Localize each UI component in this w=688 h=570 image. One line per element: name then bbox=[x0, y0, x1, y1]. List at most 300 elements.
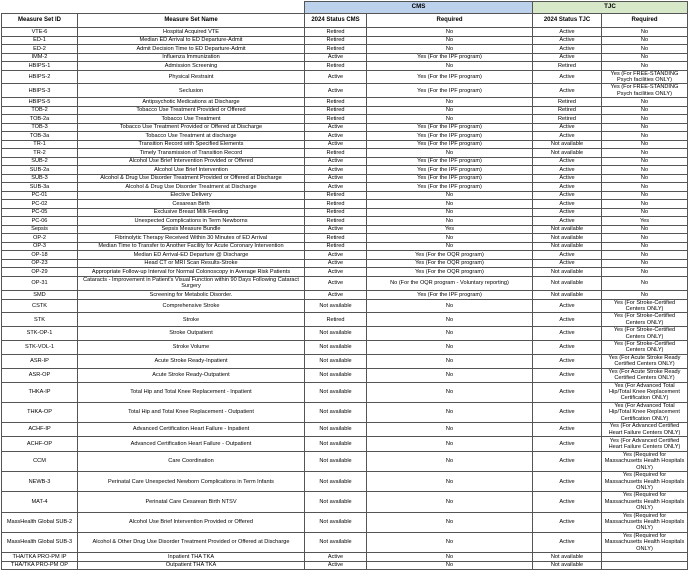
cell-required-tjc: No bbox=[602, 62, 688, 71]
cell-measure-set-name: Stroke Outpatient bbox=[78, 327, 305, 341]
cell-measure-set-id: Sepsis bbox=[2, 225, 78, 234]
cell-required-tjc: Yes (For Stroke-Certified Centers ONLY) bbox=[602, 327, 688, 341]
cell-status-cms: Not available bbox=[305, 402, 367, 422]
cell-status-tjc: Active bbox=[533, 123, 602, 132]
cell-required-cms: No bbox=[367, 62, 533, 71]
cell-required-cms: Yes (For the IPF program) bbox=[367, 53, 533, 62]
cell-measure-set-id: PC-01 bbox=[2, 191, 78, 200]
cell-status-tjc: Not available bbox=[533, 225, 602, 234]
cell-required-tjc: No bbox=[602, 45, 688, 54]
table-row bbox=[2, 561, 688, 570]
cell-required-tjc: Yes (For Stroke-Certified Centers ONLY) bbox=[602, 313, 688, 327]
cell-status-cms: Retired bbox=[305, 62, 367, 71]
cell-status-cms: Retired bbox=[305, 45, 367, 54]
cell-required-tjc: Yes (For Acute Stroke Ready Certified Centers ONLY) bbox=[602, 354, 688, 368]
cell-measure-set-id: TR-2 bbox=[2, 149, 78, 158]
cell-measure-set-name: Perinatal Care Cesarean Birth NTSV bbox=[78, 492, 305, 512]
cell-required-tjc: No bbox=[602, 132, 688, 141]
cell-status-tjc: Active bbox=[533, 157, 602, 166]
table-row bbox=[2, 553, 688, 562]
cell-status-cms: Active bbox=[305, 276, 367, 291]
cell-measure-set-id: CCM bbox=[2, 451, 78, 471]
cell-measure-set-id: THKA-IP bbox=[2, 382, 78, 402]
cell-status-cms: Retired bbox=[305, 242, 367, 251]
cell-measure-set-name: Cesarean Birth bbox=[78, 200, 305, 209]
cell-measure-set-name: Advanced Certification Heart Failure - Inpatient bbox=[78, 422, 305, 437]
cell-required-cms: No bbox=[367, 402, 533, 422]
cell-required-tjc: No bbox=[602, 183, 688, 192]
cell-status-tjc: Not available bbox=[533, 140, 602, 149]
cell-measure-set-name: Antipsychotic Medications at Discharge bbox=[78, 98, 305, 107]
cell-measure-set-name: Alcohol Use Brief Intervention Provided or Offered bbox=[78, 157, 305, 166]
cell-required-cms: Yes bbox=[367, 225, 533, 234]
table-row bbox=[2, 200, 688, 209]
cell-measure-set-id: STK-VOL-1 bbox=[2, 341, 78, 355]
cell-measure-set-name: Alcohol Use Brief Intervention Provided or Offered bbox=[78, 512, 305, 532]
cell-measure-set-name: Tobacco Use Treatment at discharge bbox=[78, 132, 305, 141]
cell-measure-set-id: THKA-OP bbox=[2, 402, 78, 422]
column-header-required-cms: Required bbox=[367, 14, 533, 28]
group-header-row bbox=[2, 2, 688, 14]
cell-required-tjc: No bbox=[602, 98, 688, 107]
cell-status-tjc: Active bbox=[533, 512, 602, 532]
cell-measure-set-id: MassHealth Global SUB-2 bbox=[2, 512, 78, 532]
cell-required-cms: Yes (For the IPF program) bbox=[367, 157, 533, 166]
cell-required-cms: No bbox=[367, 512, 533, 532]
table-row bbox=[2, 28, 688, 37]
cell-required-tjc: Yes (For Advanced Total Hip/Total Knee Replacement Certification ONLY) bbox=[602, 382, 688, 402]
cell-required-cms: No bbox=[367, 106, 533, 115]
cell-required-cms: Yes (For the OQR program) bbox=[367, 251, 533, 260]
cell-measure-set-id: OP-3 bbox=[2, 242, 78, 251]
cell-required-cms: Yes (For the IPF program) bbox=[367, 123, 533, 132]
cell-required-cms: No bbox=[367, 354, 533, 368]
cell-required-tjc: Yes (For Acute Stroke Ready Certified Centers ONLY) bbox=[602, 368, 688, 382]
table-row bbox=[2, 437, 688, 452]
column-header-status-tjc: 2024 Status TJC bbox=[533, 14, 602, 28]
table-row bbox=[2, 532, 688, 552]
cell-status-cms: Active bbox=[305, 268, 367, 277]
table-row bbox=[2, 268, 688, 277]
cell-required-cms: No bbox=[367, 200, 533, 209]
cell-status-cms: Retired bbox=[305, 98, 367, 107]
cell-required-cms: No bbox=[367, 532, 533, 552]
cell-required-tjc: No bbox=[602, 268, 688, 277]
cell-required-cms: No (For the OQR program - Voluntary reporting) bbox=[367, 276, 533, 291]
cell-measure-set-id: IMM-2 bbox=[2, 53, 78, 62]
cell-measure-set-name: Appropriate Follow-up Interval for Normal Colonoscopy in Average Risk Patients bbox=[78, 268, 305, 277]
cell-measure-set-name: Hospital Acquired VTE bbox=[78, 28, 305, 37]
cell-status-tjc: Retired bbox=[533, 62, 602, 71]
cell-measure-set-id: PC-05 bbox=[2, 208, 78, 217]
table-row bbox=[2, 382, 688, 402]
cell-required-tjc: No bbox=[602, 200, 688, 209]
measures-table bbox=[1, 1, 688, 570]
cell-status-tjc: Active bbox=[533, 132, 602, 141]
cell-measure-set-name: Care Coordination bbox=[78, 451, 305, 471]
cell-status-tjc: Active bbox=[533, 368, 602, 382]
table-body bbox=[2, 28, 688, 570]
cell-required-tjc: No bbox=[602, 149, 688, 158]
table-row bbox=[2, 422, 688, 437]
cell-required-tjc: No bbox=[602, 291, 688, 300]
cell-measure-set-id: ACHF-IP bbox=[2, 422, 78, 437]
cell-measure-set-id: STK-OP-1 bbox=[2, 327, 78, 341]
cell-required-tjc bbox=[602, 553, 688, 562]
cell-measure-set-id: TOB-3 bbox=[2, 123, 78, 132]
table-row bbox=[2, 53, 688, 62]
cell-required-cms: Yes (For the IPF program) bbox=[367, 70, 533, 84]
cell-measure-set-name: Seclusion bbox=[78, 84, 305, 98]
cell-required-cms: No bbox=[367, 36, 533, 45]
cell-status-cms: Active bbox=[305, 84, 367, 98]
cell-required-cms: No bbox=[367, 98, 533, 107]
cell-status-cms: Not available bbox=[305, 532, 367, 552]
cell-required-cms: No bbox=[367, 234, 533, 243]
cell-measure-set-name: Physical Restraint bbox=[78, 70, 305, 84]
cell-measure-set-name: Median ED Arrival-ED Departure @ Discharge bbox=[78, 251, 305, 260]
cell-status-cms: Active bbox=[305, 251, 367, 260]
cell-status-cms: Active bbox=[305, 166, 367, 175]
cell-measure-set-id: THA/TKA PRO-PM IP bbox=[2, 553, 78, 562]
cell-required-tjc: No bbox=[602, 208, 688, 217]
cell-required-tjc: No bbox=[602, 115, 688, 124]
cell-status-tjc: Active bbox=[533, 84, 602, 98]
cell-status-cms: Active bbox=[305, 174, 367, 183]
cell-status-tjc: Active bbox=[533, 251, 602, 260]
cell-measure-set-name: Timely Transmission of Transition Record bbox=[78, 149, 305, 158]
cell-measure-set-name: Median Time to Transfer to Another Facility for Acute Coronary Intervention bbox=[78, 242, 305, 251]
cell-required-cms: Yes (For the IPF program) bbox=[367, 166, 533, 175]
cell-required-cms: Yes (For the IPF program) bbox=[367, 174, 533, 183]
cell-status-tjc: Active bbox=[533, 259, 602, 268]
cell-measure-set-id: OP-31 bbox=[2, 276, 78, 291]
cell-status-tjc: Active bbox=[533, 451, 602, 471]
cell-status-tjc: Active bbox=[533, 472, 602, 492]
cell-required-cms: Yes (For the IPF program) bbox=[367, 84, 533, 98]
cell-status-cms: Retired bbox=[305, 208, 367, 217]
cell-status-cms: Active bbox=[305, 140, 367, 149]
table-row bbox=[2, 327, 688, 341]
table-row bbox=[2, 299, 688, 313]
cell-measure-set-id: OP-2 bbox=[2, 234, 78, 243]
cell-required-cms: Yes (For the IPF program) bbox=[367, 291, 533, 300]
table-row bbox=[2, 492, 688, 512]
cell-required-tjc: No bbox=[602, 225, 688, 234]
table-row bbox=[2, 217, 688, 226]
table-row bbox=[2, 36, 688, 45]
cell-measure-set-id: HBIPS-5 bbox=[2, 98, 78, 107]
cell-required-cms: Yes (For the IPF program) bbox=[367, 183, 533, 192]
cell-status-tjc: Active bbox=[533, 191, 602, 200]
cell-status-tjc: Not available bbox=[533, 234, 602, 243]
table-row bbox=[2, 276, 688, 291]
cell-required-cms: No bbox=[367, 149, 533, 158]
cell-status-tjc: Not available bbox=[533, 553, 602, 562]
cell-measure-set-name: Head CT or MRI Scan Results-Stroke bbox=[78, 259, 305, 268]
cell-status-cms: Retired bbox=[305, 191, 367, 200]
cell-required-tjc: Yes (For Stroke-Certified Centers ONLY) bbox=[602, 299, 688, 313]
table-row bbox=[2, 106, 688, 115]
cell-status-cms: Active bbox=[305, 132, 367, 141]
cell-measure-set-name: Transition Record with Specified Elements bbox=[78, 140, 305, 149]
cell-measure-set-name: Alcohol & Drug Use Disorder Treatment at Discharge bbox=[78, 183, 305, 192]
cell-status-cms: Retired bbox=[305, 115, 367, 124]
table-row bbox=[2, 132, 688, 141]
table-row bbox=[2, 123, 688, 132]
cell-measure-set-id: SUB-3a bbox=[2, 183, 78, 192]
cell-status-tjc: Active bbox=[533, 532, 602, 552]
cell-status-cms: Retired bbox=[305, 149, 367, 158]
table-row bbox=[2, 472, 688, 492]
cell-status-cms: Not available bbox=[305, 437, 367, 452]
cell-status-cms: Retired bbox=[305, 217, 367, 226]
cell-required-tjc: Yes (Required for Massachusetts Health Hospitals ONLY) bbox=[602, 472, 688, 492]
table-row bbox=[2, 341, 688, 355]
cell-status-tjc: Active bbox=[533, 217, 602, 226]
cell-status-cms: Active bbox=[305, 259, 367, 268]
cell-required-tjc: Yes (Required for Massachusetts Health Hospitals ONLY) bbox=[602, 451, 688, 471]
cell-status-tjc: Retired bbox=[533, 106, 602, 115]
cell-measure-set-name: Alcohol & Other Drug Use Disorder Treatment Provided or Offered at Discharge bbox=[78, 532, 305, 552]
column-header-measure-set-id: Measure Set ID bbox=[2, 14, 78, 28]
cell-required-tjc: Yes (For Advanced Total Hip/Total Knee Replacement Certification ONLY) bbox=[602, 402, 688, 422]
cell-measure-set-id: TOB-3a bbox=[2, 132, 78, 141]
cell-required-tjc: Yes (Required for Massachusetts Health Hospitals ONLY) bbox=[602, 512, 688, 532]
cell-required-cms: No bbox=[367, 472, 533, 492]
cell-required-tjc: No bbox=[602, 53, 688, 62]
cell-required-cms: No bbox=[367, 341, 533, 355]
table-row bbox=[2, 251, 688, 260]
cell-measure-set-name: Outpatient THA TKA bbox=[78, 561, 305, 570]
cell-required-tjc: Yes bbox=[602, 217, 688, 226]
cell-status-tjc: Active bbox=[533, 402, 602, 422]
cell-required-tjc: No bbox=[602, 140, 688, 149]
cell-required-tjc: Yes (Required for Massachusetts Health Hospitals ONLY) bbox=[602, 492, 688, 512]
cell-status-tjc: Active bbox=[533, 183, 602, 192]
cell-required-cms: No bbox=[367, 115, 533, 124]
cell-required-cms: Yes (For the OQR program) bbox=[367, 268, 533, 277]
cell-measure-set-id: THA/TKA PRO-PM OP bbox=[2, 561, 78, 570]
cell-required-cms: No bbox=[367, 368, 533, 382]
cell-measure-set-name: Acute Stroke Ready-Inpatient bbox=[78, 354, 305, 368]
cell-measure-set-id: ASR-IP bbox=[2, 354, 78, 368]
cell-measure-set-id: ASR-OP bbox=[2, 368, 78, 382]
table-row bbox=[2, 84, 688, 98]
cell-status-cms: Not available bbox=[305, 327, 367, 341]
cell-measure-set-name: Total Hip and Total Knee Replacement - Outpatient bbox=[78, 402, 305, 422]
cell-required-cms: Yes (For the IPF program) bbox=[367, 140, 533, 149]
cell-status-tjc: Active bbox=[533, 45, 602, 54]
cell-measure-set-name: Unexpected Complications in Term Newborns bbox=[78, 217, 305, 226]
cell-required-cms: No bbox=[367, 45, 533, 54]
cell-status-tjc: Active bbox=[533, 36, 602, 45]
cell-measure-set-id: SMD bbox=[2, 291, 78, 300]
cell-required-cms: No bbox=[367, 492, 533, 512]
cell-status-tjc: Active bbox=[533, 437, 602, 452]
table-row bbox=[2, 451, 688, 471]
cell-measure-set-id: ACHF-OP bbox=[2, 437, 78, 452]
cell-status-cms: Retired bbox=[305, 200, 367, 209]
cell-status-tjc: Active bbox=[533, 166, 602, 175]
cell-status-tjc: Retired bbox=[533, 98, 602, 107]
cell-measure-set-id: TOB-2a bbox=[2, 115, 78, 124]
cell-status-cms: Active bbox=[305, 553, 367, 562]
cell-status-tjc: Active bbox=[533, 382, 602, 402]
cell-measure-set-id: SUB-2a bbox=[2, 166, 78, 175]
group-header-blank bbox=[2, 2, 305, 14]
cell-status-cms: Retired bbox=[305, 234, 367, 243]
table-row bbox=[2, 242, 688, 251]
table-row bbox=[2, 313, 688, 327]
cell-status-tjc: Not available bbox=[533, 149, 602, 158]
cell-measure-set-name: Cataracts - Improvement in Patient's Visual Function within 90 Days Following Cataract Surgery bbox=[78, 276, 305, 291]
cell-status-cms: Active bbox=[305, 291, 367, 300]
cell-status-tjc: Active bbox=[533, 208, 602, 217]
cell-measure-set-id: OP-29 bbox=[2, 268, 78, 277]
cell-required-cms: No bbox=[367, 242, 533, 251]
cell-measure-set-name: Sepsis Measure Bundle bbox=[78, 225, 305, 234]
cell-measure-set-name: Comprehensive Stroke bbox=[78, 299, 305, 313]
table-row bbox=[2, 225, 688, 234]
cell-measure-set-id: NEWB-3 bbox=[2, 472, 78, 492]
column-header-required-tjc: Required bbox=[602, 14, 688, 28]
cell-required-cms: No bbox=[367, 553, 533, 562]
cell-status-tjc: Active bbox=[533, 174, 602, 183]
cell-status-tjc: Active bbox=[533, 299, 602, 313]
cell-required-tjc: No bbox=[602, 123, 688, 132]
table-row bbox=[2, 115, 688, 124]
cell-required-tjc: No bbox=[602, 242, 688, 251]
cell-status-tjc: Retired bbox=[533, 115, 602, 124]
cell-measure-set-name: Alcohol & Drug Use Disorder Treatment Provided or Offered at Discharge bbox=[78, 174, 305, 183]
cell-required-tjc: No bbox=[602, 157, 688, 166]
table-row bbox=[2, 234, 688, 243]
cell-required-tjc: Yes (For Advanced Certified Heart Failure Centers ONLY) bbox=[602, 422, 688, 437]
cell-status-cms: Active bbox=[305, 183, 367, 192]
cell-measure-set-id: OP-18 bbox=[2, 251, 78, 260]
cell-required-tjc: Yes (For FREE-STANDING Psych facilities ONLY) bbox=[602, 84, 688, 98]
cell-required-cms: Yes (For the OQR program) bbox=[367, 259, 533, 268]
cell-status-tjc: Active bbox=[533, 28, 602, 37]
table-row bbox=[2, 259, 688, 268]
cell-required-cms: No bbox=[367, 299, 533, 313]
cell-status-cms: Not available bbox=[305, 368, 367, 382]
cell-status-cms: Retired bbox=[305, 106, 367, 115]
cell-status-cms: Active bbox=[305, 70, 367, 84]
cell-measure-set-name: Fibrinolytic Therapy Received Within 30 Minutes of ED Arrival bbox=[78, 234, 305, 243]
column-header-status-cms: 2024 Status CMS bbox=[305, 14, 367, 28]
cell-required-cms: No bbox=[367, 382, 533, 402]
cell-required-tjc: No bbox=[602, 174, 688, 183]
cell-measure-set-name: Screening for Metabolic Disorder. bbox=[78, 291, 305, 300]
table-row bbox=[2, 62, 688, 71]
cell-required-cms: No bbox=[367, 451, 533, 471]
cell-required-cms: No bbox=[367, 191, 533, 200]
cell-status-cms: Active bbox=[305, 123, 367, 132]
cell-required-cms: No bbox=[367, 217, 533, 226]
cell-status-tjc: Active bbox=[533, 70, 602, 84]
cell-status-cms: Not available bbox=[305, 422, 367, 437]
cell-measure-set-name: Tobacco Use Treatment Provided or Offered at Discharge bbox=[78, 123, 305, 132]
cell-status-cms: Not available bbox=[305, 512, 367, 532]
cell-required-cms: No bbox=[367, 437, 533, 452]
cell-measure-set-id: OP-23 bbox=[2, 259, 78, 268]
cell-status-tjc: Active bbox=[533, 341, 602, 355]
cell-required-tjc bbox=[602, 561, 688, 570]
cell-measure-set-id: ED-1 bbox=[2, 36, 78, 45]
cell-measure-set-name: Influenza Immunization bbox=[78, 53, 305, 62]
table-row bbox=[2, 368, 688, 382]
cell-required-cms: No bbox=[367, 422, 533, 437]
cell-required-tjc: Yes (For Stroke-Certified Centers ONLY) bbox=[602, 341, 688, 355]
cell-status-cms: Active bbox=[305, 157, 367, 166]
cell-status-tjc: Active bbox=[533, 200, 602, 209]
cell-required-tjc: No bbox=[602, 106, 688, 115]
table-row bbox=[2, 140, 688, 149]
table-row bbox=[2, 191, 688, 200]
cell-status-tjc: Active bbox=[533, 492, 602, 512]
cell-measure-set-name: Perinatal Care Unexpected Newborn Complications in Term Infants bbox=[78, 472, 305, 492]
cell-status-cms: Not available bbox=[305, 472, 367, 492]
cell-status-cms: Active bbox=[305, 53, 367, 62]
cell-measure-set-id: ED-2 bbox=[2, 45, 78, 54]
cell-status-tjc: Not available bbox=[533, 276, 602, 291]
table-row bbox=[2, 183, 688, 192]
cell-measure-set-id: PC-06 bbox=[2, 217, 78, 226]
cell-measure-set-name: Tobacco Use Treatment Provided or Offered bbox=[78, 106, 305, 115]
cell-measure-set-name: Advanced Certification Heart Failure - Outpatient bbox=[78, 437, 305, 452]
cell-required-cms: No bbox=[367, 561, 533, 570]
cell-measure-set-name: Elective Delivery bbox=[78, 191, 305, 200]
cell-measure-set-name: Stroke bbox=[78, 313, 305, 327]
cell-required-tjc: No bbox=[602, 259, 688, 268]
table-row bbox=[2, 45, 688, 54]
cell-required-cms: No bbox=[367, 327, 533, 341]
cell-required-tjc: No bbox=[602, 276, 688, 291]
cell-required-tjc: Yes (Required for Massachusetts Health Hospitals ONLY) bbox=[602, 532, 688, 552]
table-row bbox=[2, 149, 688, 158]
cell-required-tjc: No bbox=[602, 251, 688, 260]
cell-measure-set-name: Admission Screening bbox=[78, 62, 305, 71]
cell-measure-set-name: Alcohol Use Brief Intervention bbox=[78, 166, 305, 175]
cell-measure-set-id: HBIPS-3 bbox=[2, 84, 78, 98]
cell-required-cms: No bbox=[367, 313, 533, 327]
cell-measure-set-id: HBIPS-1 bbox=[2, 62, 78, 71]
cell-status-tjc: Not available bbox=[533, 561, 602, 570]
cell-status-cms: Retired bbox=[305, 28, 367, 37]
cell-measure-set-id: TOB-2 bbox=[2, 106, 78, 115]
table-row bbox=[2, 70, 688, 84]
cell-required-cms: No bbox=[367, 28, 533, 37]
cell-required-cms: No bbox=[367, 208, 533, 217]
cell-required-tjc: Yes (For Advanced Certified Heart Failure Centers ONLY) bbox=[602, 437, 688, 452]
cell-measure-set-name: Stroke Volume bbox=[78, 341, 305, 355]
cell-measure-set-name: Total Hip and Total Knee Replacement - Inpatient bbox=[78, 382, 305, 402]
cell-required-cms: Yes (For the IPF program) bbox=[367, 132, 533, 141]
cell-measure-set-id: SUB-2 bbox=[2, 157, 78, 166]
cell-status-tjc: Active bbox=[533, 313, 602, 327]
cell-measure-set-id: SUB-3 bbox=[2, 174, 78, 183]
cell-measure-set-name: Tobacco Use Treatment bbox=[78, 115, 305, 124]
cell-required-tjc: Yes (For FREE-STANDING Psych facilities ONLY) bbox=[602, 70, 688, 84]
table-row bbox=[2, 291, 688, 300]
cell-measure-set-id: CSTK bbox=[2, 299, 78, 313]
cell-required-tjc: No bbox=[602, 191, 688, 200]
group-header-cms: CMS bbox=[305, 2, 533, 14]
cell-status-cms: Not available bbox=[305, 341, 367, 355]
cell-required-tjc: No bbox=[602, 166, 688, 175]
